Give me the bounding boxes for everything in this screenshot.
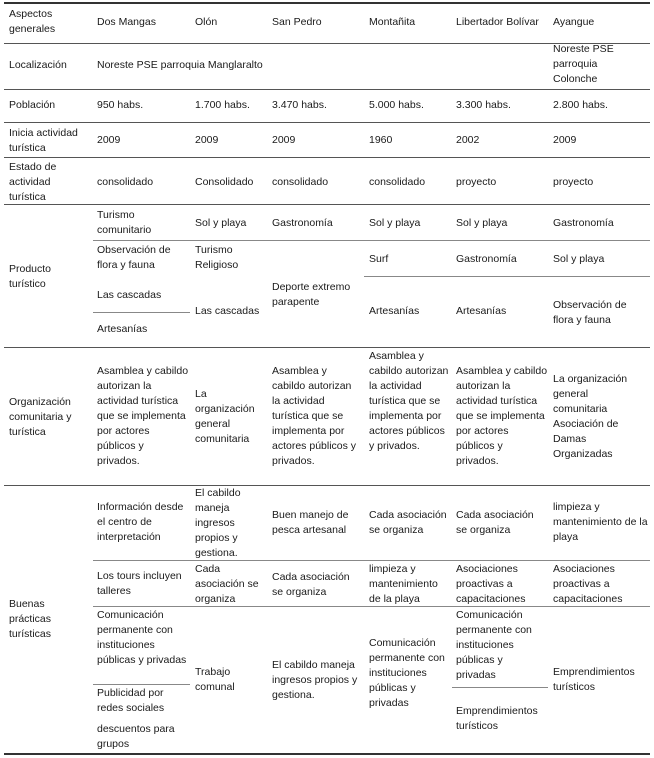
row-label-buenas: Buenas prácticas turísticas	[9, 598, 52, 640]
estado-value: proyecto	[553, 176, 594, 188]
buenas-montanita-item: Comunicación permanente con instituciones públicas y privadas	[369, 637, 445, 709]
buenas-dos-mangas-item: Información desde el centro de interpretación	[97, 501, 184, 543]
header-libertador: Libertador Bolívar	[456, 16, 539, 28]
row-label-poblacion: Población	[9, 99, 56, 111]
localizacion-dos-mangas: Noreste PSE parroquia Manglaralto	[97, 59, 263, 71]
inicia-value: 2009	[195, 134, 219, 146]
organizacion-value: Asamblea y cabildo autorizan la actividad turística que se implementa por actores públicos y privados.	[97, 365, 189, 467]
buenas-montanita-item: Cada asociación se organiza	[369, 509, 447, 536]
header-san-pedro: San Pedro	[272, 16, 322, 28]
buenas-olon-item: Trabajo comunal	[195, 666, 235, 693]
header-ayangue: Ayangue	[553, 16, 595, 28]
producto-san-pedro-item: Gastronomía	[272, 217, 333, 229]
poblacion-value: 5.000 habs.	[369, 99, 424, 111]
inicia-value: 2009	[97, 134, 121, 146]
producto-ayangue-item: Sol y playa	[553, 253, 605, 265]
subrow-rule	[93, 560, 650, 561]
subrow-rule	[93, 240, 650, 241]
buenas-san-pedro-item: El cabildo maneja ingresos propios y gestiona.	[272, 659, 358, 701]
estado-value: proyecto	[456, 176, 497, 188]
subrow-rule	[364, 276, 650, 277]
estado-value: consolidado	[97, 176, 154, 188]
producto-san-pedro-item: Deporte extremo parapente	[272, 281, 351, 308]
organizacion-value: Asamblea y cabildo autorizan la actividad turística que se implementa por actores públicos y privados.	[369, 350, 449, 452]
estado-value: consolidado	[369, 176, 426, 188]
producto-olon-item: Turismo Religioso	[195, 244, 239, 271]
buenas-san-pedro-item: Buen manejo de pesca artesanal	[272, 509, 349, 536]
poblacion-value: 3.470 habs.	[272, 99, 327, 111]
header-montanita: Montañita	[369, 16, 416, 28]
producto-libertador-item: Sol y playa	[456, 217, 508, 229]
buenas-dos-mangas-item: descuentos para grupos	[97, 723, 175, 750]
inicia-value: 2009	[272, 134, 296, 146]
buenas-ayangue-item: Asociaciones proactivas a capacitaciones	[553, 563, 623, 605]
inicia-value: 2002	[456, 134, 480, 146]
buenas-dos-mangas-item: Publicidad por redes sociales	[97, 687, 165, 714]
row-rule	[4, 122, 650, 123]
buenas-libertador-item: Comunicación permanente con instituciones públicas y privadas	[456, 609, 532, 681]
producto-dos-mangas-item: Artesanías	[97, 323, 148, 335]
subrow-rule	[93, 312, 190, 313]
inicia-value: 2009	[553, 134, 577, 146]
subrow-rule	[93, 684, 190, 685]
row-rule	[4, 485, 650, 486]
row-rule	[4, 157, 650, 158]
row-rule	[4, 347, 650, 348]
row-label-organizacion: Organización comunitaria y turística	[9, 396, 72, 438]
buenas-ayangue-item: Emprendimientos turísticos	[553, 666, 635, 693]
producto-ayangue-item: Gastronomía	[553, 217, 614, 229]
producto-olon-item: Las cascadas	[195, 305, 260, 317]
buenas-dos-mangas-item: Comunicación permanente con instituciones públicas y privadas	[97, 609, 187, 666]
producto-dos-mangas-item: Las cascadas	[97, 289, 162, 301]
buenas-san-pedro-item: Cada asociación se organiza	[272, 571, 350, 598]
table-bottom-rule	[4, 753, 650, 755]
organizacion-value: La organización general comunitaria Asociación de Damas Organizadas	[553, 373, 628, 460]
producto-ayangue-item: Observación de flora y fauna	[553, 299, 627, 326]
poblacion-value: 3.300 habs.	[456, 99, 511, 111]
row-rule	[4, 89, 650, 90]
row-label-estado: Estado de actividad turística	[9, 161, 57, 203]
producto-libertador-item: Artesanías	[456, 305, 507, 317]
row-label-localizacion: Localización	[9, 59, 67, 71]
producto-dos-mangas-item: Turismo comunitario	[97, 209, 152, 236]
poblacion-value: 1.700 habs.	[195, 99, 250, 111]
header-olon: Olón	[195, 16, 218, 28]
row-label-producto: Producto turístico	[9, 263, 52, 290]
organizacion-value: Asamblea y cabildo autorizan la actividad turística que se implementa por actores públicos y privados.	[456, 365, 548, 467]
table-top-rule	[4, 2, 650, 4]
producto-libertador-item: Gastronomía	[456, 253, 517, 265]
header-aspects: Aspectos generales	[9, 8, 56, 35]
estado-value: consolidado	[272, 176, 329, 188]
buenas-dos-mangas-item: Los tours incluyen talleres	[97, 570, 182, 597]
inicia-value: 1960	[369, 134, 393, 146]
buenas-ayangue-item: limpieza y mantenimiento de la playa	[553, 501, 648, 543]
producto-dos-mangas-item: Observación de flora y fauna	[97, 244, 171, 271]
organizacion-value: La organización general comunitaria	[195, 388, 255, 445]
buenas-montanita-item: limpieza y mantenimiento de la playa	[369, 563, 438, 605]
header-dos-mangas: Dos Mangas	[97, 16, 156, 28]
buenas-libertador-item: Asociaciones proactivas a capacitaciones	[456, 563, 526, 605]
producto-olon-item: Sol y playa	[195, 217, 247, 229]
buenas-olon-item: Cada asociación se organiza	[195, 563, 259, 605]
localizacion-ayangue: Noreste PSE parroquia Colonche	[553, 43, 614, 85]
poblacion-value: 950 habs.	[97, 99, 144, 111]
organizacion-value: Asamblea y cabildo autorizan la actividad turística que se implementa por actores públicos y privados.	[272, 365, 357, 467]
buenas-olon-item: El cabildo maneja ingresos propios y gestiona.	[195, 487, 241, 559]
estado-value: Consolidado	[195, 176, 254, 188]
poblacion-value: 2.800 habs.	[553, 99, 608, 111]
subrow-rule	[452, 687, 548, 688]
row-label-inicia: Inicia actividad turística	[9, 127, 78, 154]
producto-montanita-item: Artesanías	[369, 305, 420, 317]
buenas-libertador-item: Emprendimientos turísticos	[456, 705, 538, 732]
row-rule	[4, 204, 650, 205]
buenas-libertador-item: Cada asociación se organiza	[456, 509, 534, 536]
producto-montanita-item: Surf	[369, 253, 389, 265]
producto-montanita-item: Sol y playa	[369, 217, 421, 229]
